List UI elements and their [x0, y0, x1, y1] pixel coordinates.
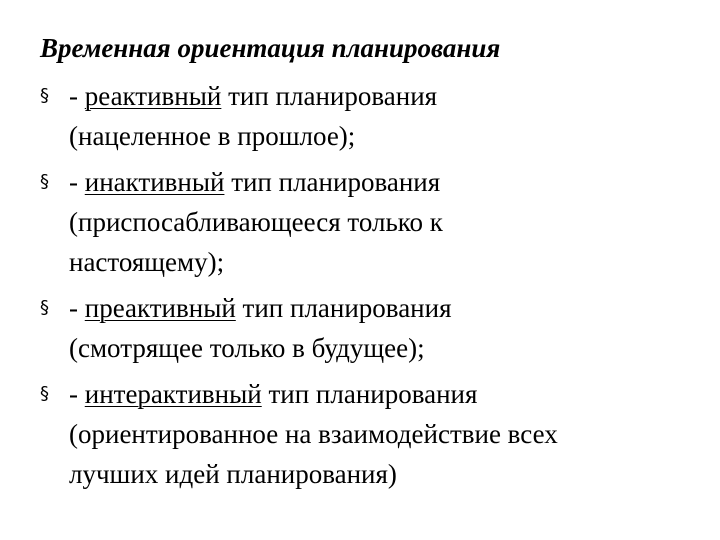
bullet-item-interactive [40, 374, 690, 494]
bullet-item-reactive [40, 76, 690, 156]
bullet-marker-icon: § [40, 171, 49, 192]
bullet-first-line [69, 288, 690, 328]
bullet-second-line: (нацеленное в прошлое); [69, 121, 356, 151]
bullet-marker-icon: § [40, 297, 49, 318]
bullet-keyword: интерактивный [84, 379, 262, 409]
bullet-third-line: лучших идей планирования) [69, 459, 397, 489]
bullet-text: тип планирования [261, 379, 478, 409]
bullet-marker-icon: § [40, 383, 49, 404]
bullet-dash: - [69, 81, 85, 111]
slide-title: Временная ориентация планирования [40, 33, 501, 63]
bullet-first-line [69, 162, 690, 202]
bullet-list [40, 76, 690, 500]
bullet-dash: - [69, 167, 85, 197]
bullet-marker-icon: § [40, 85, 49, 106]
bullet-keyword: инактивный [84, 167, 225, 197]
bullet-second-line: (приспосабливающееся только к [69, 207, 443, 237]
bullet-text: тип планирования [224, 167, 441, 197]
bullet-first-line [69, 374, 690, 414]
bullet-text: тип планирования [235, 293, 452, 323]
bullet-item-inactive [40, 162, 690, 282]
bullet-third-line: настоящему); [69, 247, 225, 277]
bullet-keyword: реактивный [84, 81, 222, 111]
bullet-dash: - [69, 293, 85, 323]
bullet-dash: - [69, 379, 85, 409]
bullet-item-preactive [40, 288, 690, 368]
bullet-text: тип планирования [221, 81, 438, 111]
bullet-second-line: (смотрящее только в будущее); [69, 333, 425, 363]
bullet-keyword: преактивный [84, 293, 236, 323]
bullet-first-line [69, 76, 690, 116]
bullet-second-line: (ориентированное на взаимодействие всех [69, 419, 558, 449]
